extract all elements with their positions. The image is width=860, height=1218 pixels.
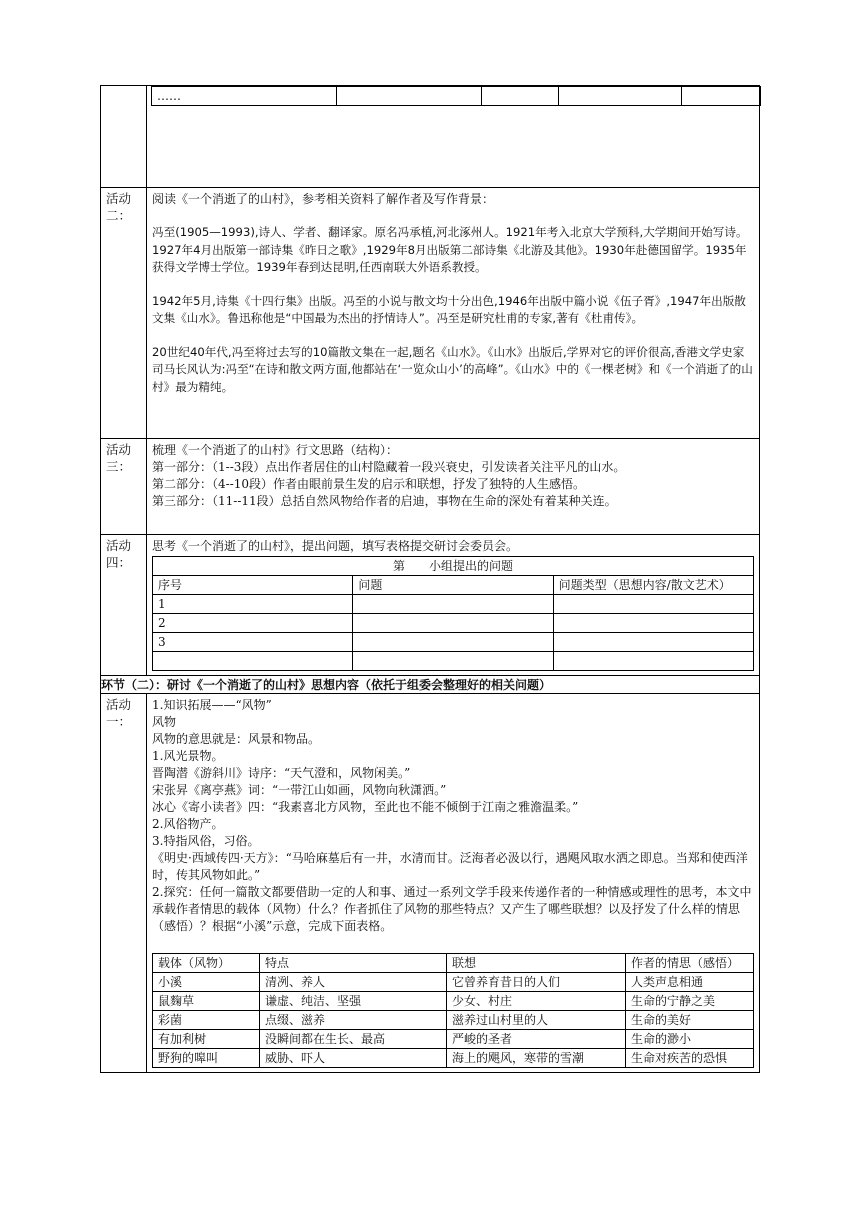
header-association: 联想 bbox=[447, 954, 626, 973]
lesson-plan-table bbox=[100, 85, 760, 1073]
table-row: 1 bbox=[153, 595, 754, 614]
shanshui-paragraph: 20世纪40年代,冯至将过去写的10篇散文集在一起,题名《山水》。《山水》出版后,学界对它的评价很高,香港文学史家司马长风认为:冯至“在诗和散文两方面,他都站在‘一览众山小’的高峰”。《山水》中的《一棵老树》和《一个消逝了的山村》最为精纯。 bbox=[152, 344, 753, 394]
carrier-table bbox=[152, 953, 754, 1068]
question-type-input-cell[interactable] bbox=[553, 595, 753, 614]
activity-2-label: 活动二： bbox=[101, 188, 147, 439]
header-question: 问题 bbox=[353, 576, 553, 595]
row-activity-4 bbox=[101, 535, 760, 676]
structure-part-2: 第二部分：（4--10段）作者由眼前景生发的启示和联想，抒发了独特的人生感悟。 bbox=[152, 477, 586, 491]
activity-2-intro: 阅读《一个消逝了的山村》，参考相关资料了解作者及写作背景： bbox=[152, 192, 495, 206]
structure-part-1: 第一部分：（1--3段）点出作者居住的山村隐藏着一段兴衰史，引发读者关注平凡的山水。 bbox=[152, 460, 626, 474]
works-paragraph: 1942年5月,诗集《十四行集》出版。冯至的小说与散文均十分出色,1946年出版中篇小说《伍子胥》,1947年出版散文集《山水》。鲁迅称他是“中国最为杰出的抒情诗人”。冯至是研究杜甫的专家,著有《杜甫传》。 bbox=[152, 293, 746, 325]
continuation-cell bbox=[147, 86, 760, 188]
table-row bbox=[153, 652, 754, 671]
row-activity-3 bbox=[101, 439, 760, 535]
question-input-cell[interactable] bbox=[353, 595, 553, 614]
definition: 风物的意思就是：风景和物品。 bbox=[152, 732, 321, 746]
continuation-table bbox=[151, 86, 761, 106]
structure-part-3: 第三部分：（11--11段）总括自然风物给作者的启迪，事物在生命的深处有着某种关连。 bbox=[152, 494, 617, 508]
header-feeling: 作者的情思（感悟） bbox=[626, 954, 754, 973]
header-index: 序号 bbox=[153, 576, 353, 595]
questions-table bbox=[152, 556, 754, 671]
question-type-input-cell[interactable] bbox=[553, 652, 753, 671]
activity-4-label: 活动四： bbox=[101, 535, 147, 676]
question-type-input-cell[interactable] bbox=[553, 633, 753, 652]
header-carrier: 载体（风物） bbox=[153, 954, 260, 973]
meaning-3: 3.特指风俗，习俗。 bbox=[152, 834, 260, 848]
empty-label-cell bbox=[101, 86, 147, 188]
row-section-2-activity-1 bbox=[101, 694, 760, 1073]
quote-ming-shi: 《明史·西域传四·天方》：“马哈麻墓后有一井，水清而甘。泛海者必汲以行，遇飓风取水洒之即息。当郑和使西洋时，传其风物如此。” bbox=[152, 851, 748, 882]
activity-4-intro: 思考《一个消逝了的山村》，提出问题，填写表格提交研讨会委员会。 bbox=[152, 539, 519, 553]
ellipsis-text: …… bbox=[157, 89, 181, 103]
question-type-input-cell[interactable] bbox=[553, 614, 753, 633]
table-row: 野狗的嗥叫 威胁、吓人 海上的飓风，寒带的雪潮 生命对疾苦的恐惧 bbox=[153, 1049, 754, 1068]
table-row: 鼠麴草 谦虚、纯洁、坚强 少女、村庄 生命的宁静之美 bbox=[153, 992, 754, 1011]
quote-bing-xin: 冰心《寄小读者》四：“我素喜北方风物，至此也不能不倾倒于江南之雅澹温柔。” bbox=[152, 800, 579, 814]
meaning-1: 1.风光景物。 bbox=[152, 749, 224, 763]
structure-intro: 梳理《一个消逝了的山村》行文思路（结构）： bbox=[152, 443, 399, 457]
inquiry-text: 2.探究：任何一篇散文都要借助一定的人和事、通过一系列文学手段来传递作者的一种情感或理性的思考，本文中承载作者情思的载体（风物）什么？作者抓住了风物的那些特点？又产生了哪些联想？以及抒发了什么样的情思（感悟）？根据“小溪”示意，完成下面表格。 bbox=[152, 885, 752, 933]
activity-1-content bbox=[147, 694, 760, 1073]
table-row: 有加利树 没瞬间都在生长、最高 严峻的圣者 生命的渺小 bbox=[153, 1030, 754, 1049]
activity-2-content bbox=[147, 188, 760, 439]
table-row: 彩菌 点缀、滋养 滋养过山村里的人 生命的美好 bbox=[153, 1011, 754, 1030]
table-row: 2 bbox=[153, 614, 754, 633]
section-2-title: 环节（二）：研讨《一个消逝了的山村》思想内容（依托于组委会整理好的相关问题） bbox=[101, 676, 760, 694]
ellipsis-cell bbox=[152, 87, 337, 106]
question-input-cell[interactable] bbox=[353, 633, 553, 652]
knowledge-heading: 1.知识拓展——“风物” bbox=[152, 698, 272, 712]
row-section-2-header bbox=[101, 676, 760, 694]
row-continuation bbox=[101, 86, 760, 188]
question-input-cell[interactable] bbox=[353, 652, 553, 671]
meaning-2: 2.风俗物产。 bbox=[152, 817, 224, 831]
document-page bbox=[100, 85, 760, 1073]
table-row: 小溪 清冽、养人 它曾养育昔日的人们 人类声息相通 bbox=[153, 973, 754, 992]
table-row: 3 bbox=[153, 633, 754, 652]
header-feature: 特点 bbox=[260, 954, 447, 973]
author-bio-paragraph: 冯至(1905—1993),诗人、学者、翻译家。原名冯承植,河北涿州人。1921年考入北京大学预科,大学期间开始写诗。1927年4月出版第一部诗集《昨日之歌》,1929年8月出版第二部诗集《北游及其他》。1930年赴德国留学。1935年获得文学博士学位。1939年春到达昆明,任西南联大外语系教授。 bbox=[152, 225, 748, 274]
header-question-type: 问题类型（思想内容/散文艺术） bbox=[553, 576, 753, 595]
quote-tao-qian: 晋陶潜《游斜川》诗序：“天气澄和，风物闲美。” bbox=[152, 766, 411, 780]
row-activity-2 bbox=[101, 188, 760, 439]
quote-zhang-sheng: 宋张昇《离亭燕》词：“一带江山如画，风物向秋潇洒。” bbox=[152, 783, 447, 797]
activity-3-content bbox=[147, 439, 760, 535]
questions-table-title: 第 小组提出的问题 bbox=[153, 557, 754, 576]
activity-4-content bbox=[147, 535, 760, 676]
activity-1-label: 活动一： bbox=[101, 694, 147, 1073]
question-input-cell[interactable] bbox=[353, 614, 553, 633]
activity-3-label: 活动三： bbox=[101, 439, 147, 535]
term-fengwu: 风物 bbox=[152, 715, 177, 729]
